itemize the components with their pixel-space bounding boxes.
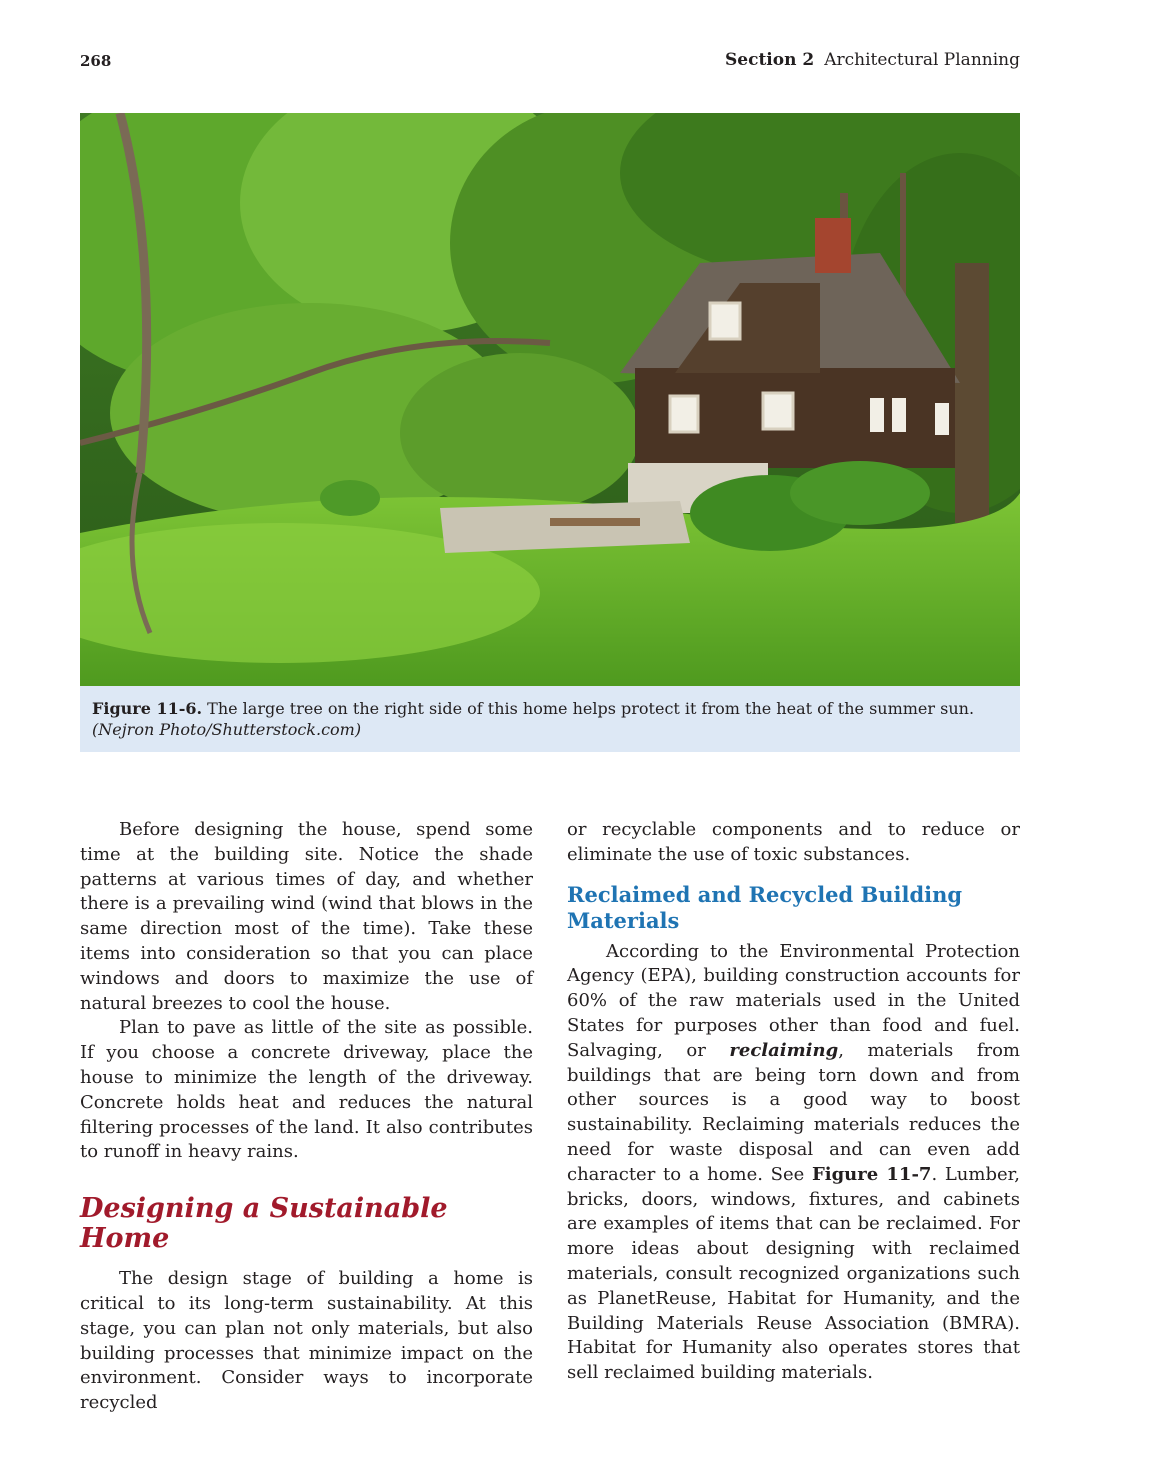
figure-reference: Figure 11-7 bbox=[811, 1163, 932, 1185]
house-photo bbox=[80, 113, 1020, 686]
section-heading: Designing a Sustainable Home bbox=[80, 1193, 448, 1255]
key-term: reclaiming bbox=[729, 1039, 839, 1061]
section-label: Section 2 bbox=[725, 50, 815, 70]
left-column bbox=[80, 818, 533, 1416]
right-column bbox=[567, 818, 1020, 1386]
page-number: 268 bbox=[80, 52, 112, 70]
figure-credit: (Nejron Photo/Shutterstock.com) bbox=[92, 720, 362, 739]
figure-label: Figure 11-6. bbox=[92, 699, 203, 718]
paragraph: or recyclable components and to reduce or eliminate the use of toxic substances. bbox=[567, 819, 1020, 865]
paragraph-text: , materials from buildings that are being torn down and from other sources is a good way to boost sustainability. Reclaiming materials reduces the need for waste disposal and can even add character to a home. See bbox=[567, 1039, 1020, 1185]
figure-caption-text: The large tree on the right side of this home helps protect it from the heat of the summer sun. bbox=[207, 699, 975, 718]
paragraph: Before designing the house, spend some time at the building site. Notice the shade patterns at various times of day, and whether there is a prevailing wind (wind that blows in the same direction most of the time). Take these items into consideration so that you can place windows and doors to maximize the use of natural breezes to cool the house. bbox=[80, 819, 533, 1014]
paragraph: The design stage of building a home is critical to its long-term sustainability. At this stage, you can plan not only materials, but also building processes that minimize impact on the environment. Consider ways to incorporate recycled bbox=[80, 1268, 533, 1414]
section-title: Architectural Planning bbox=[824, 50, 1020, 70]
paragraph bbox=[567, 940, 1020, 1386]
figure-caption bbox=[80, 686, 1020, 752]
paragraph: Plan to pave as little of the site as possible. If you choose a concrete driveway, place the house to minimize the length of the driveway. Concrete holds heat and reduces the natural filtering processes of the land. It also contributes to runoff in heavy rains. bbox=[80, 1017, 533, 1163]
running-header bbox=[725, 50, 1020, 70]
paragraph-text: . Lumber, bricks, doors, windows, fixtures, and cabinets are examples of items that can be reclaimed. For more ideas about designing with reclaimed materials, consult recognized organizations such as PlanetReuse, Habitat for Humanity, and the Building Materials Reuse Association (BMRA). Habitat for Humanity also operates stores that sell reclaimed building materials. bbox=[567, 1163, 1020, 1384]
subsection-heading: Reclaimed and Recycled Building Materials bbox=[567, 881, 963, 933]
paragraph-text: According to the Environmental Protection Agency (EPA), building construction accounts for 60% of the raw materials used in the United States for purposes other than food and fuel. Salvaging, or bbox=[567, 940, 1020, 1061]
